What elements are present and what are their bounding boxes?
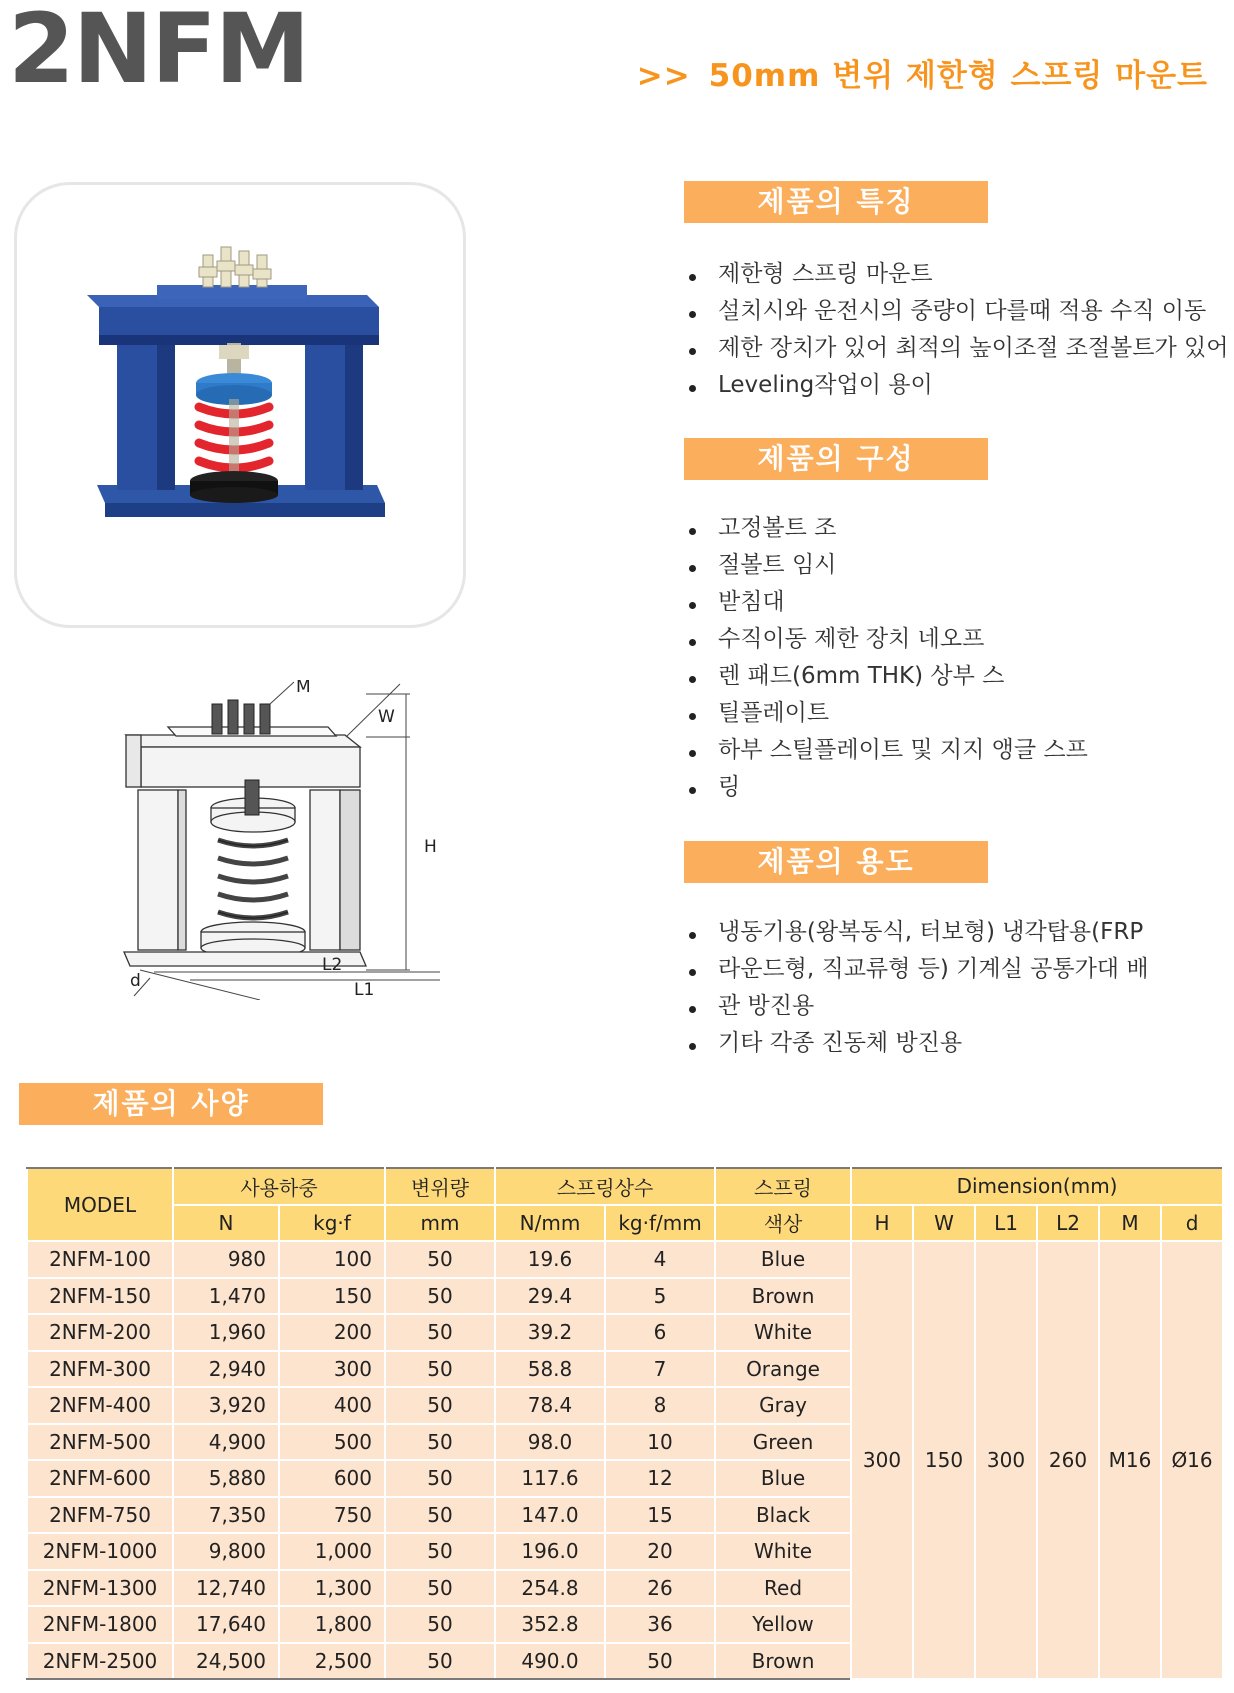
cell-mm: 50: [385, 1570, 495, 1607]
cell-dimension-m: M16: [1099, 1241, 1161, 1679]
cell-n: 1,960: [173, 1314, 279, 1351]
page-title: 2NFM: [8, 0, 309, 105]
list-item: 라운드형, 직교류형 등) 기계실 공통가대 배: [682, 951, 1202, 988]
usage-list: [682, 914, 1202, 1062]
cell-color: Blue: [715, 1241, 851, 1278]
cell-model: 2NFM-1300: [27, 1570, 173, 1607]
product-photo-frame: [14, 182, 466, 628]
cell-mm: 50: [385, 1424, 495, 1461]
cell-kgf-mm: 12: [605, 1460, 715, 1497]
spec-table-body: [27, 1241, 1223, 1679]
col-header-spring-rate: 스프링상수: [495, 1168, 715, 1205]
dimension-drawing: [110, 680, 490, 1000]
cell-kgf: 100: [279, 1241, 385, 1278]
cell-dimension-l1: 300: [975, 1241, 1037, 1679]
subtitle-text: 50mm 변위 제한형 스프링 마운트: [708, 58, 1208, 94]
cell-kgf-mm: 20: [605, 1533, 715, 1570]
list-item: 받침대: [682, 584, 1202, 621]
cell-kgf: 500: [279, 1424, 385, 1461]
cell-color: Red: [715, 1570, 851, 1607]
col-header-displacement: 변위량: [385, 1168, 495, 1205]
cell-n-mm: 352.8: [495, 1606, 605, 1643]
cell-color: White: [715, 1314, 851, 1351]
page-subtitle: [637, 50, 1208, 95]
col-header-kgf-mm: kg·f/mm: [605, 1205, 715, 1242]
cell-kgf: 400: [279, 1387, 385, 1424]
cell-n: 7,350: [173, 1497, 279, 1534]
cell-mm: 50: [385, 1314, 495, 1351]
cell-kgf-mm: 7: [605, 1351, 715, 1388]
features-list: [682, 256, 1229, 404]
cell-n: 1,470: [173, 1278, 279, 1315]
cell-dimension-l2: 260: [1037, 1241, 1099, 1679]
cell-n-mm: 19.6: [495, 1241, 605, 1278]
dim-label-l2: L2: [322, 955, 343, 975]
usage-heading: 제품의 용도: [684, 841, 988, 883]
cell-n-mm: 29.4: [495, 1278, 605, 1315]
cell-kgf-mm: 8: [605, 1387, 715, 1424]
cell-n: 12,740: [173, 1570, 279, 1607]
cell-mm: 50: [385, 1497, 495, 1534]
cell-kgf: 600: [279, 1460, 385, 1497]
cell-color: White: [715, 1533, 851, 1570]
cell-mm: 50: [385, 1460, 495, 1497]
dim-label-m: M: [296, 680, 311, 697]
cell-mm: 50: [385, 1643, 495, 1680]
cell-n: 4,900: [173, 1424, 279, 1461]
cell-mm: 50: [385, 1533, 495, 1570]
cell-dimension-h: 300: [851, 1241, 913, 1679]
col-header-h: H: [851, 1205, 913, 1242]
cell-mm: 50: [385, 1241, 495, 1278]
table-row: [27, 1241, 1223, 1278]
cell-n-mm: 254.8: [495, 1570, 605, 1607]
cell-n: 17,640: [173, 1606, 279, 1643]
list-item: 링: [682, 769, 1202, 806]
cell-kgf-mm: 10: [605, 1424, 715, 1461]
col-header-load: 사용하중: [173, 1168, 385, 1205]
spec-heading: 제품의 사양: [19, 1083, 323, 1125]
dim-label-w: W: [378, 707, 395, 727]
col-header-l2: L2: [1037, 1205, 1099, 1242]
cell-model: 2NFM-1800: [27, 1606, 173, 1643]
col-header-n-mm: N/mm: [495, 1205, 605, 1242]
cell-model: 2NFM-400: [27, 1387, 173, 1424]
cell-dimension-d: Ø16: [1161, 1241, 1223, 1679]
cell-dimension-w: 150: [913, 1241, 975, 1679]
cell-kgf-mm: 4: [605, 1241, 715, 1278]
list-item: 절볼트 임시: [682, 547, 1202, 584]
cell-color: Green: [715, 1424, 851, 1461]
cell-kgf-mm: 6: [605, 1314, 715, 1351]
list-item: 수직이동 제한 장치 네오프: [682, 621, 1202, 658]
cell-model: 2NFM-500: [27, 1424, 173, 1461]
cell-kgf-mm: 15: [605, 1497, 715, 1534]
cell-model: 2NFM-300: [27, 1351, 173, 1388]
cell-kgf: 1,300: [279, 1570, 385, 1607]
cell-n: 2,940: [173, 1351, 279, 1388]
col-header-m: M: [1099, 1205, 1161, 1242]
list-item: 기타 각종 진동체 방진용: [682, 1025, 1202, 1062]
col-header-d: d: [1161, 1205, 1223, 1242]
composition-heading: 제품의 구성: [684, 438, 988, 480]
features-heading: 제품의 특징: [684, 181, 988, 223]
cell-color: Yellow: [715, 1606, 851, 1643]
col-header-l1: L1: [975, 1205, 1037, 1242]
cell-kgf-mm: 5: [605, 1278, 715, 1315]
cell-kgf: 300: [279, 1351, 385, 1388]
col-header-color: 색상: [715, 1205, 851, 1242]
cell-kgf: 200: [279, 1314, 385, 1351]
spring-mount-product-image: [17, 185, 463, 625]
cell-kgf: 2,500: [279, 1643, 385, 1680]
cell-kgf: 1,000: [279, 1533, 385, 1570]
list-item: 설치시와 운전시의 중량이 다를때 적용 수직 이동: [682, 293, 1202, 330]
cell-kgf: 1,800: [279, 1606, 385, 1643]
cell-mm: 50: [385, 1606, 495, 1643]
cell-kgf: 150: [279, 1278, 385, 1315]
col-header-spring: 스프링: [715, 1168, 851, 1205]
list-item: 제한 장치가 있어 최적의 높이조절 조절볼트가 있어: [682, 330, 1202, 367]
cell-mm: 50: [385, 1278, 495, 1315]
cell-kgf-mm: 50: [605, 1643, 715, 1680]
cell-n: 9,800: [173, 1533, 279, 1570]
cell-model: 2NFM-750: [27, 1497, 173, 1534]
cell-model: 2NFM-2500: [27, 1643, 173, 1680]
cell-n-mm: 39.2: [495, 1314, 605, 1351]
cell-color: Orange: [715, 1351, 851, 1388]
cell-mm: 50: [385, 1387, 495, 1424]
dim-label-h: H: [424, 837, 437, 857]
cell-kgf-mm: 36: [605, 1606, 715, 1643]
cell-n-mm: 196.0: [495, 1533, 605, 1570]
cell-kgf-mm: 26: [605, 1570, 715, 1607]
list-item: 틸플레이트: [682, 695, 1202, 732]
composition-list: [682, 510, 1202, 806]
cell-color: Blue: [715, 1460, 851, 1497]
cell-model: 2NFM-1000: [27, 1533, 173, 1570]
cell-color: Brown: [715, 1643, 851, 1680]
list-item: 제한형 스프링 마운트: [682, 256, 1202, 293]
col-header-mm: mm: [385, 1205, 495, 1242]
cell-color: Black: [715, 1497, 851, 1534]
dim-label-l1: L1: [354, 980, 375, 1000]
list-item: 냉동기용(왕복동식, 터보형) 냉각탑용(FRP: [682, 914, 1202, 951]
cell-n-mm: 147.0: [495, 1497, 605, 1534]
list-item: Leveling작업이 용이: [682, 367, 1202, 404]
cell-n-mm: 78.4: [495, 1387, 605, 1424]
cell-n: 24,500: [173, 1643, 279, 1680]
col-header-dimension: Dimension(mm): [851, 1168, 1223, 1205]
cell-n-mm: 117.6: [495, 1460, 605, 1497]
cell-model: 2NFM-600: [27, 1460, 173, 1497]
cell-mm: 50: [385, 1351, 495, 1388]
cell-n: 980: [173, 1241, 279, 1278]
cell-n: 5,880: [173, 1460, 279, 1497]
cell-color: Gray: [715, 1387, 851, 1424]
list-item: 고정볼트 조: [682, 510, 1202, 547]
spec-table: [26, 1167, 1224, 1680]
cell-color: Brown: [715, 1278, 851, 1315]
col-header-w: W: [913, 1205, 975, 1242]
cell-n-mm: 98.0: [495, 1424, 605, 1461]
list-item: 관 방진용: [682, 988, 1202, 1025]
col-header-n: N: [173, 1205, 279, 1242]
double-chevron-icon: >>: [636, 58, 691, 94]
cell-model: 2NFM-150: [27, 1278, 173, 1315]
cell-n-mm: 490.0: [495, 1643, 605, 1680]
cell-n-mm: 58.8: [495, 1351, 605, 1388]
col-header-kgf: kg·f: [279, 1205, 385, 1242]
cell-kgf: 750: [279, 1497, 385, 1534]
cell-model: 2NFM-100: [27, 1241, 173, 1278]
cell-model: 2NFM-200: [27, 1314, 173, 1351]
cell-n: 3,920: [173, 1387, 279, 1424]
list-item: 렌 패드(6mm THK) 상부 스: [682, 658, 1202, 695]
col-header-model: MODEL: [27, 1168, 173, 1241]
dim-label-d: d: [130, 971, 141, 991]
list-item: 하부 스틸플레이트 및 지지 앵글 스프: [682, 732, 1202, 769]
